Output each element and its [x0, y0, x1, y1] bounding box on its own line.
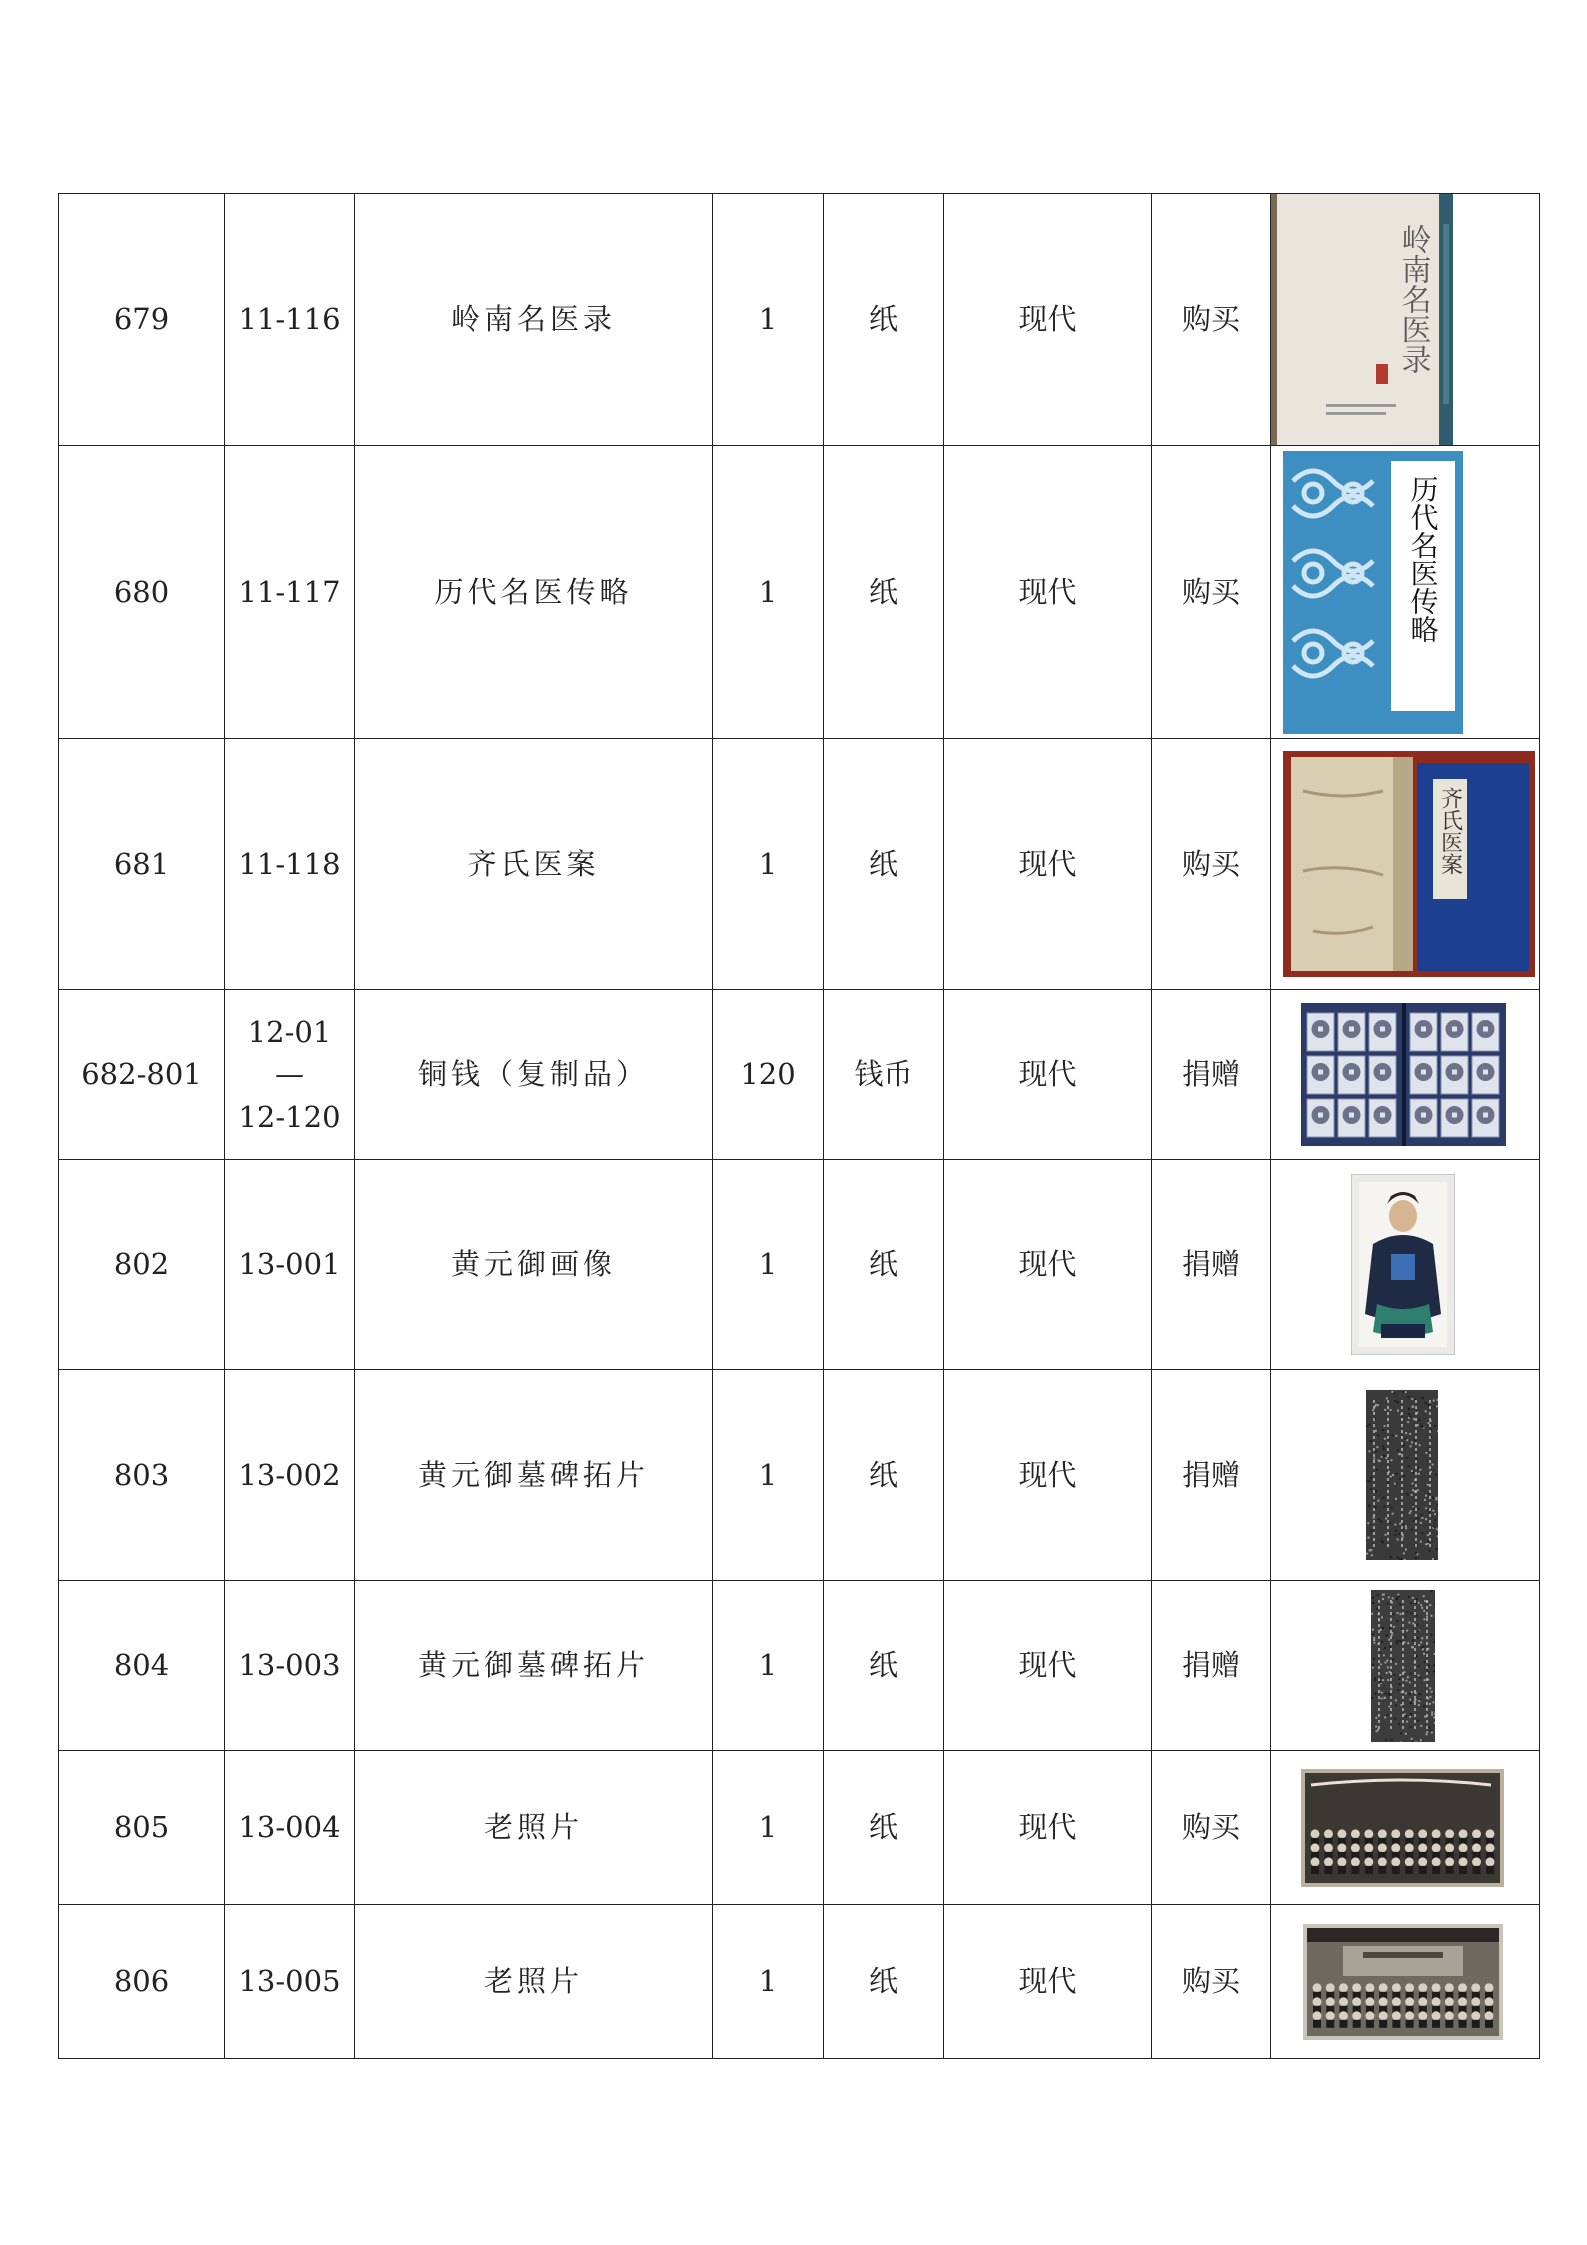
item-name: 黄元御墓碑拓片 [355, 1370, 713, 1581]
table-row [59, 194, 1540, 446]
item-era: 现代 [944, 990, 1152, 1160]
item-source: 购买 [1152, 1905, 1271, 2059]
item-photo-rubbing [1366, 1390, 1438, 1560]
item-photo-cell [1271, 739, 1540, 990]
item-number: 803 [59, 1370, 225, 1581]
item-photo-cell [1271, 1751, 1540, 1905]
table-row [59, 1581, 1540, 1751]
item-photo-book-cover [1271, 194, 1453, 445]
item-quantity: 1 [713, 1905, 824, 2059]
item-photo-cell [1271, 1905, 1540, 2059]
table-row [59, 1905, 1540, 2059]
item-era: 现代 [944, 1905, 1152, 2059]
item-material: 纸 [824, 1751, 944, 1905]
item-era: 现代 [944, 1370, 1152, 1581]
item-name: 黄元御画像 [355, 1160, 713, 1370]
item-era: 现代 [944, 1581, 1152, 1751]
item-name: 历代名医传略 [355, 446, 713, 739]
item-code: 11-118 [225, 739, 355, 990]
item-name: 岭南名医录 [355, 194, 713, 446]
item-photo-group-building [1303, 1924, 1503, 2040]
item-photo-book-cover [1283, 451, 1463, 734]
item-photo-cell [1271, 1370, 1540, 1581]
table-row [59, 739, 1540, 990]
item-source: 购买 [1152, 1751, 1271, 1905]
item-name: 黄元御墓碑拓片 [355, 1581, 713, 1751]
item-name: 老照片 [355, 1905, 713, 2059]
item-source: 购买 [1152, 739, 1271, 990]
item-name: 齐氏医案 [355, 739, 713, 990]
item-number: 680 [59, 446, 225, 739]
item-material: 纸 [824, 1160, 944, 1370]
item-material: 纸 [824, 1905, 944, 2059]
book-title-text: 岭南名医录 [1395, 224, 1431, 374]
item-quantity: 1 [713, 739, 824, 990]
item-number: 805 [59, 1751, 225, 1905]
item-era: 现代 [944, 446, 1152, 739]
item-code-range [225, 990, 355, 1160]
item-code: 11-116 [225, 194, 355, 446]
item-code: 13-004 [225, 1751, 355, 1905]
item-material: 纸 [824, 446, 944, 739]
item-code: 13-001 [225, 1160, 355, 1370]
item-source: 购买 [1152, 194, 1271, 446]
item-code: 13-003 [225, 1581, 355, 1751]
item-code: 13-005 [225, 1905, 355, 2059]
item-era: 现代 [944, 194, 1152, 446]
table-row [59, 1751, 1540, 1905]
table-row [59, 446, 1540, 739]
item-photo-group [1301, 1769, 1504, 1887]
item-number: 802 [59, 1160, 225, 1370]
item-quantity: 1 [713, 194, 824, 446]
item-material: 纸 [824, 1581, 944, 1751]
item-photo-cell [1271, 1160, 1540, 1370]
item-quantity: 1 [713, 446, 824, 739]
item-code: 13-002 [225, 1370, 355, 1581]
item-code-end: 12-120 [238, 1099, 341, 1134]
item-material: 纸 [824, 194, 944, 446]
table-row [59, 990, 1540, 1160]
item-number: 804 [59, 1581, 225, 1751]
item-era: 现代 [944, 1751, 1152, 1905]
item-name: 老照片 [355, 1751, 713, 1905]
book-title-text: 齐氏医案 [1437, 787, 1463, 875]
item-source: 捐赠 [1152, 1160, 1271, 1370]
item-photo-portrait [1351, 1174, 1455, 1355]
item-material: 钱币 [824, 990, 944, 1160]
item-name: 铜钱（复制品） [355, 990, 713, 1160]
table-row [59, 1160, 1540, 1370]
item-number: 681 [59, 739, 225, 990]
item-era: 现代 [944, 739, 1152, 990]
item-number: 806 [59, 1905, 225, 2059]
item-source: 购买 [1152, 446, 1271, 739]
item-source: 捐赠 [1152, 1581, 1271, 1751]
item-material: 纸 [824, 739, 944, 990]
item-photo-cell [1271, 1581, 1540, 1751]
item-quantity: 1 [713, 1160, 824, 1370]
item-code-dash: — [275, 1057, 304, 1092]
item-number: 682-801 [59, 990, 225, 1160]
item-number: 679 [59, 194, 225, 446]
book-title-text: 历代名医传略 [1406, 474, 1440, 643]
table-row [59, 1370, 1540, 1581]
item-photo-cell [1271, 990, 1540, 1160]
item-source: 捐赠 [1152, 1370, 1271, 1581]
item-code: 11-117 [225, 446, 355, 739]
collection-catalog-table [58, 193, 1540, 2059]
item-photo-coin-album [1301, 1003, 1506, 1146]
item-era: 现代 [944, 1160, 1152, 1370]
item-photo-rubbing [1371, 1590, 1435, 1742]
item-photo-cell [1271, 194, 1540, 446]
item-quantity: 1 [713, 1751, 824, 1905]
item-photo-old-book [1283, 751, 1535, 977]
item-quantity: 120 [713, 990, 824, 1160]
item-quantity: 1 [713, 1581, 824, 1751]
item-material: 纸 [824, 1370, 944, 1581]
item-source: 捐赠 [1152, 990, 1271, 1160]
item-code-start: 12-01 [247, 1015, 332, 1050]
item-quantity: 1 [713, 1370, 824, 1581]
item-photo-cell [1271, 446, 1540, 739]
